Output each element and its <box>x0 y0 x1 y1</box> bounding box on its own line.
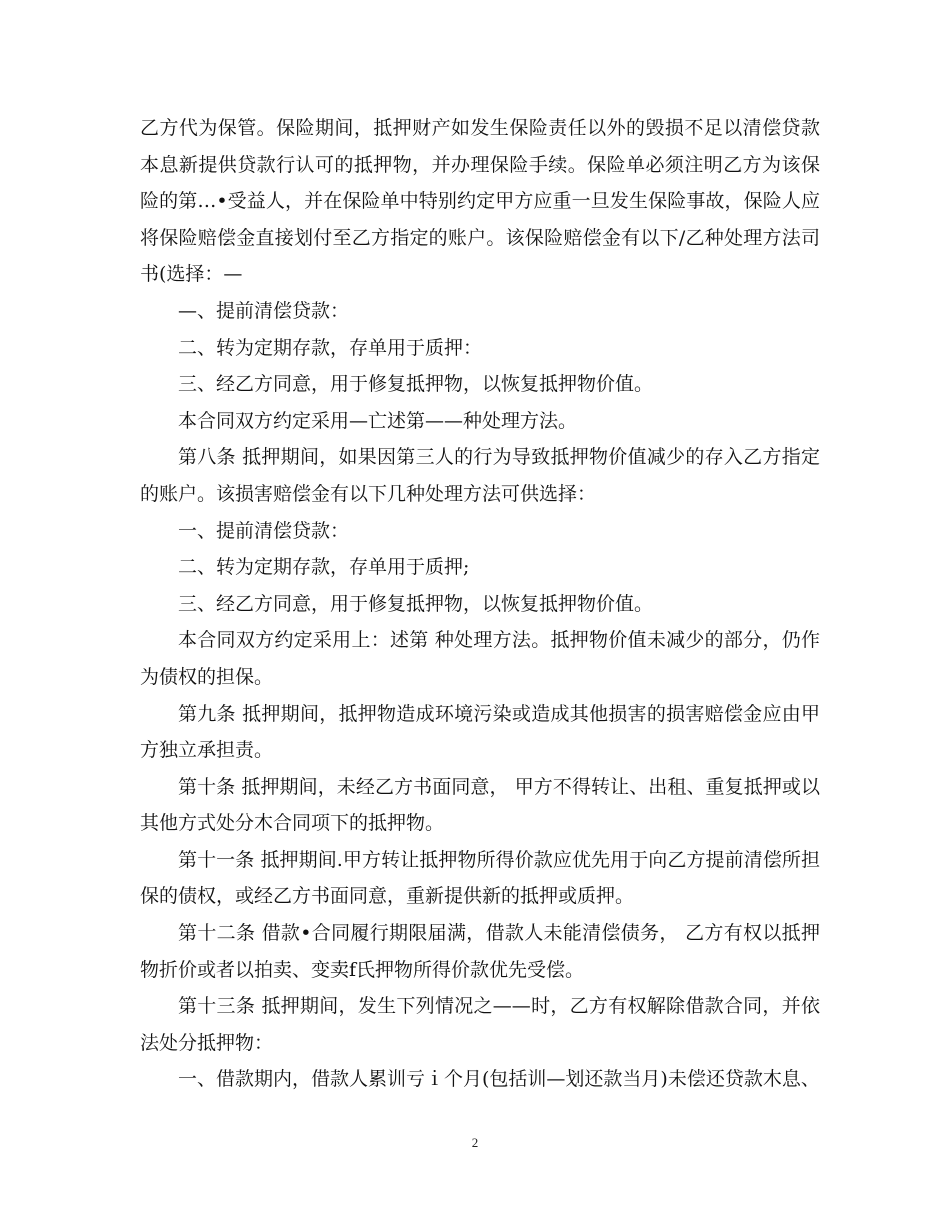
article-8: 第八条 抵押期间，如果因第三人的行为导致抵押物价值减少的存入乙方指定的账户。该损害赔偿金有以下几种处理方法可供选择： <box>140 446 820 505</box>
list-item-fixed-deposit: 二、转为定期存款，存单用于质押： <box>178 336 483 359</box>
document-body <box>140 110 820 1098</box>
list-item-early-repayment-2: 一、提前清偿贷款： <box>178 519 350 542</box>
page-number: 2 <box>471 1135 479 1150</box>
article-13-item-1: 一、借款期内，借款人累训亏ｉ个月(包括训—划还款当月)未偿还贷款木息、 <box>178 1068 820 1091</box>
article-9: 第九条 抵押期间，抵押物造成环境污染或造成其他损害的损害赔偿金应由甲方独立承担责。 <box>140 702 820 762</box>
article-10: 第十条 抵押期间，未经乙方书面同意， 甲方不得转让、出租、重复抵押或以其他方式处分木合同项下的抵押物。 <box>140 775 820 835</box>
article-12: 第十二条 借款•合同履行期限届满，借款人未能清偿债务， 乙方有权以抵押物折价或者以拍卖、变卖f氏押物所得价款优先受偿。 <box>140 922 820 981</box>
paragraph-agreed-method: 本合同双方约定采用—亡述第——种处理方法。 <box>178 409 578 432</box>
paragraph-insurance-custody: 乙方代为保管。保险期间，抵押财产如发生保险责任以外的毁损不足以清偿贷款本息新提供贷款行认可的抵押物，并办理保险手续。保险单必须注明乙方为该保险的第…•受益人，并在保险单中特别约定甲方应重一旦发生保险事故，保险人应将保险赔偿金直接划付至乙方指定的账户。该保险赔偿金有以下/乙种处理方法司书(选择：— <box>140 117 820 286</box>
list-item-early-repayment: —、提前清偿贷款： <box>178 299 350 322</box>
paragraph-agreed-method-2: 本合同双方约定采用上：述第 种处理方法。抵押物价值未减少的部分，仍作为债权的担保。 <box>140 629 820 688</box>
list-item-repair-collateral-2: 三、经乙方同意，用于修复抵押物，以恢复抵押物价值。 <box>178 592 654 615</box>
article-11: 第十一条 抵押期间.甲方转让抵押物所得价款应优先用于向乙方提前清偿所担保的债权，或经乙方书面同意，重新提供新的抵押或质押。 <box>140 848 820 908</box>
list-item-repair-collateral: 三、经乙方同意，用于修复抵押物，以恢复抵押物价值。 <box>178 373 654 396</box>
list-item-fixed-deposit-2: 二、转为定期存款，存单用于质押; <box>178 556 470 579</box>
article-13: 第十三条 抵押期间，发生下列情况之——时，乙方有权解除借款合同，并依法处分抵押物： <box>140 995 820 1054</box>
